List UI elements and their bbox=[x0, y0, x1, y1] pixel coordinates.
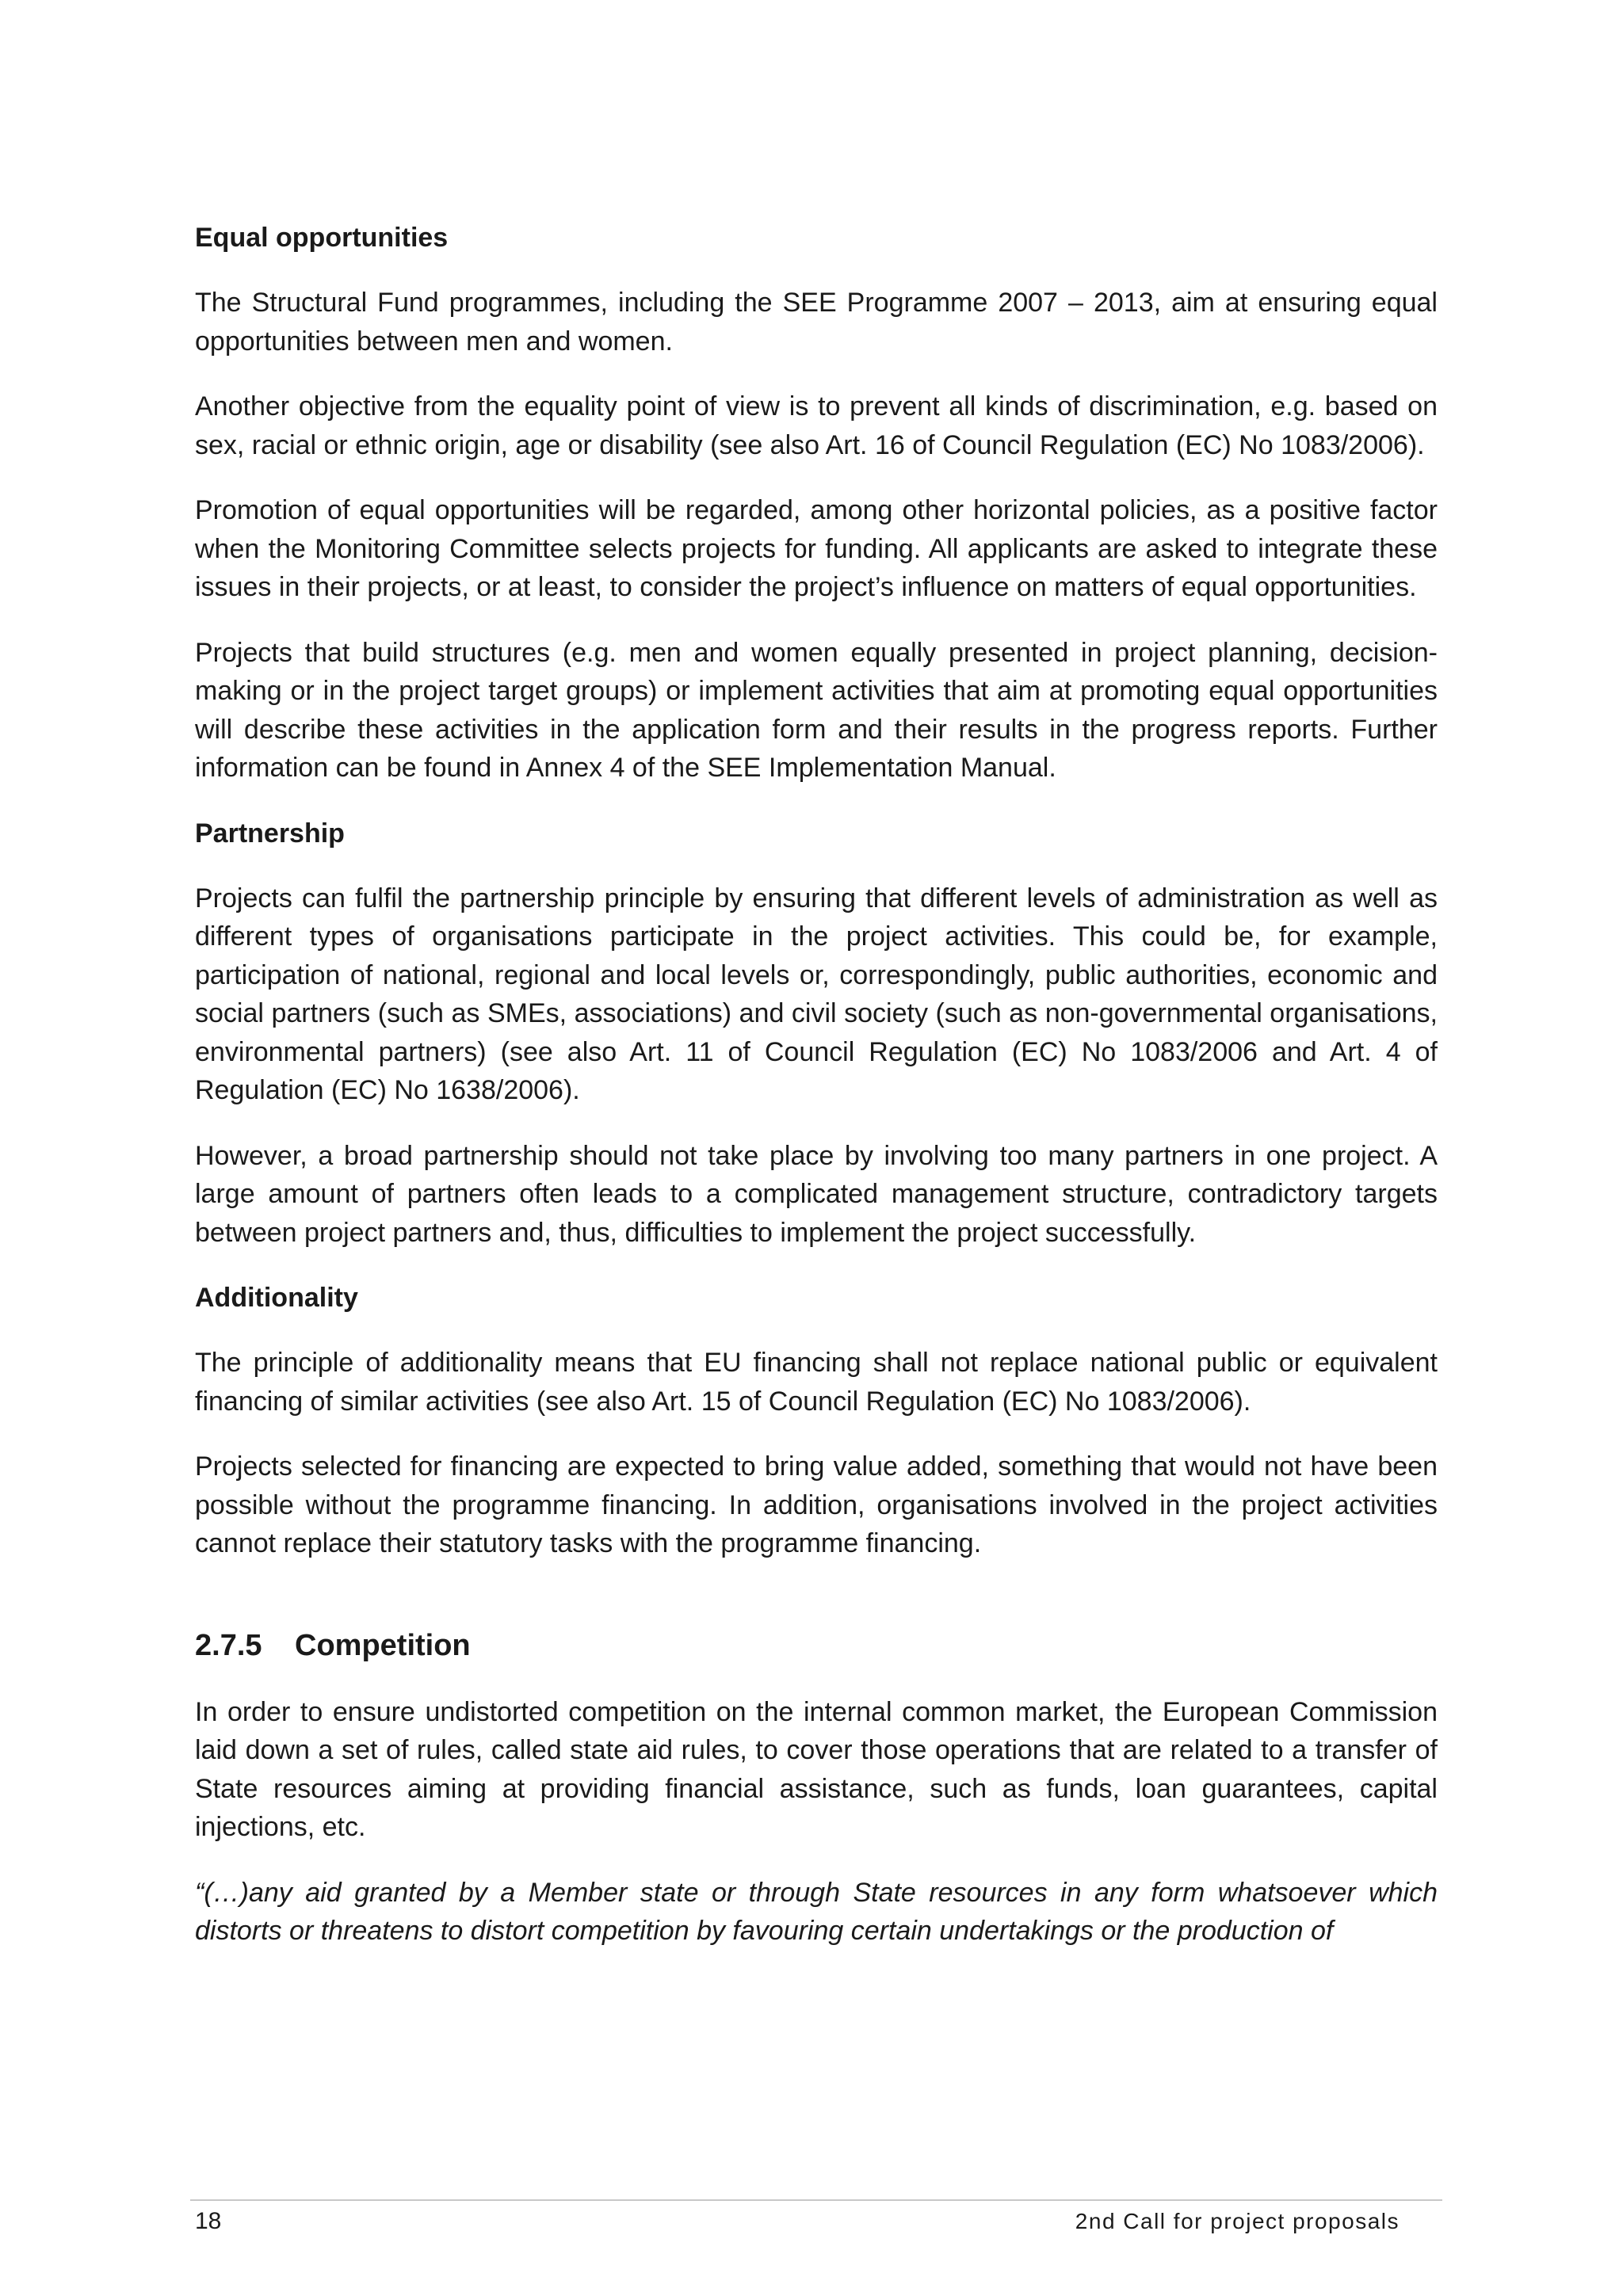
quote-paragraph: “(…)any aid granted by a Member state or through State resources in any form whatsoever which distorts or threatens to distort competition by favouring certain undertakings or the production of bbox=[195, 1877, 1438, 1946]
section-competition bbox=[195, 1625, 1438, 1951]
footer-divider bbox=[190, 2199, 1442, 2201]
footer-page-number: 18 bbox=[195, 2208, 222, 2234]
paragraph: Projects can fulfil the partnership principle by ensuring that different levels of administration as well as different types of organisations participate in the project activities. This could be, for example, participation of national, regional and local levels or, correspondingly, public authorities, economic and social partners (such as SMEs, associations) and civil society (such as non-governmental organisations, environmental partners) (see also Art. 11 of Council Regulation (EC) No 1083/2006 and Art. 4 of Regulation (EC) No 1638/2006). bbox=[195, 883, 1438, 1105]
footer-document-title: 2nd Call for project proposals bbox=[1075, 2209, 1400, 2233]
paragraph: The principle of additionality means that EU financing shall not replace national public or equivalent financing of similar activities (see also Art. 15 of Council Regulation (EC) No 1083/2006). bbox=[195, 1348, 1438, 1417]
subheading-additionality: Additionality bbox=[195, 1283, 358, 1313]
paragraph: Another objective from the equality point of view is to prevent all kinds of discrimination, e.g. based on sex, racial or ethnic origin, age or disability (see also Art. 16 of Council Regulation (EC) No 1083/2006). bbox=[195, 391, 1438, 460]
section-title: Competition bbox=[295, 1628, 471, 1662]
section-additionality bbox=[195, 1279, 1438, 1563]
paragraph: Projects that build structures (e.g. men and women equally presented in project planning, decision-making or in the project target groups) or implement activities that aim at promoting equal opportunities will describe these activities in the application form and their results in the progress reports. Further information can be found in Annex 4 of the SEE Implementation Manual. bbox=[195, 637, 1438, 783]
subheading-partnership: Partnership bbox=[195, 818, 345, 849]
section-number: 2.7.5 bbox=[195, 1628, 262, 1662]
paragraph: Projects selected for financing are expected to bring value added, something that would not have been possible without the programme financing. In addition, organisations involved in the project activities cannot replace their statutory tasks with the programme financing. bbox=[195, 1451, 1438, 1558]
paragraph: However, a broad partnership should not take place by involving too many partners in one project. A large amount of partners often leads to a complicated management structure, contradictory targets between project partners and, thus, difficulties to implement the project successfully. bbox=[195, 1140, 1438, 1248]
paragraph: In order to ensure undistorted competition on the internal common market, the European Commission laid down a set of rules, called state aid rules, to cover those operations that are related to a transfer of State resources aiming at providing financial assistance, such as funds, loan guarantees, capital injections, etc. bbox=[195, 1696, 1438, 1842]
subheading-equal-opportunities: Equal opportunities bbox=[195, 223, 449, 253]
section-heading-competition bbox=[195, 1625, 1438, 1666]
section-equal-opportunities bbox=[195, 219, 1438, 788]
paragraph: The Structural Fund programmes, including the SEE Programme 2007 – 2013, aim at ensuring equal opportunities between men and women. bbox=[195, 288, 1438, 357]
page-content bbox=[195, 219, 1438, 1978]
paragraph: Promotion of equal opportunities will be regarded, among other horizontal policies, as a positive factor when the Monitoring Committee selects projects for funding. All applicants are asked to integrate these issues in their projects, or at least, to consider the project’s influence on matters of equal opportunities. bbox=[195, 495, 1438, 602]
section-partnership bbox=[195, 814, 1438, 1253]
